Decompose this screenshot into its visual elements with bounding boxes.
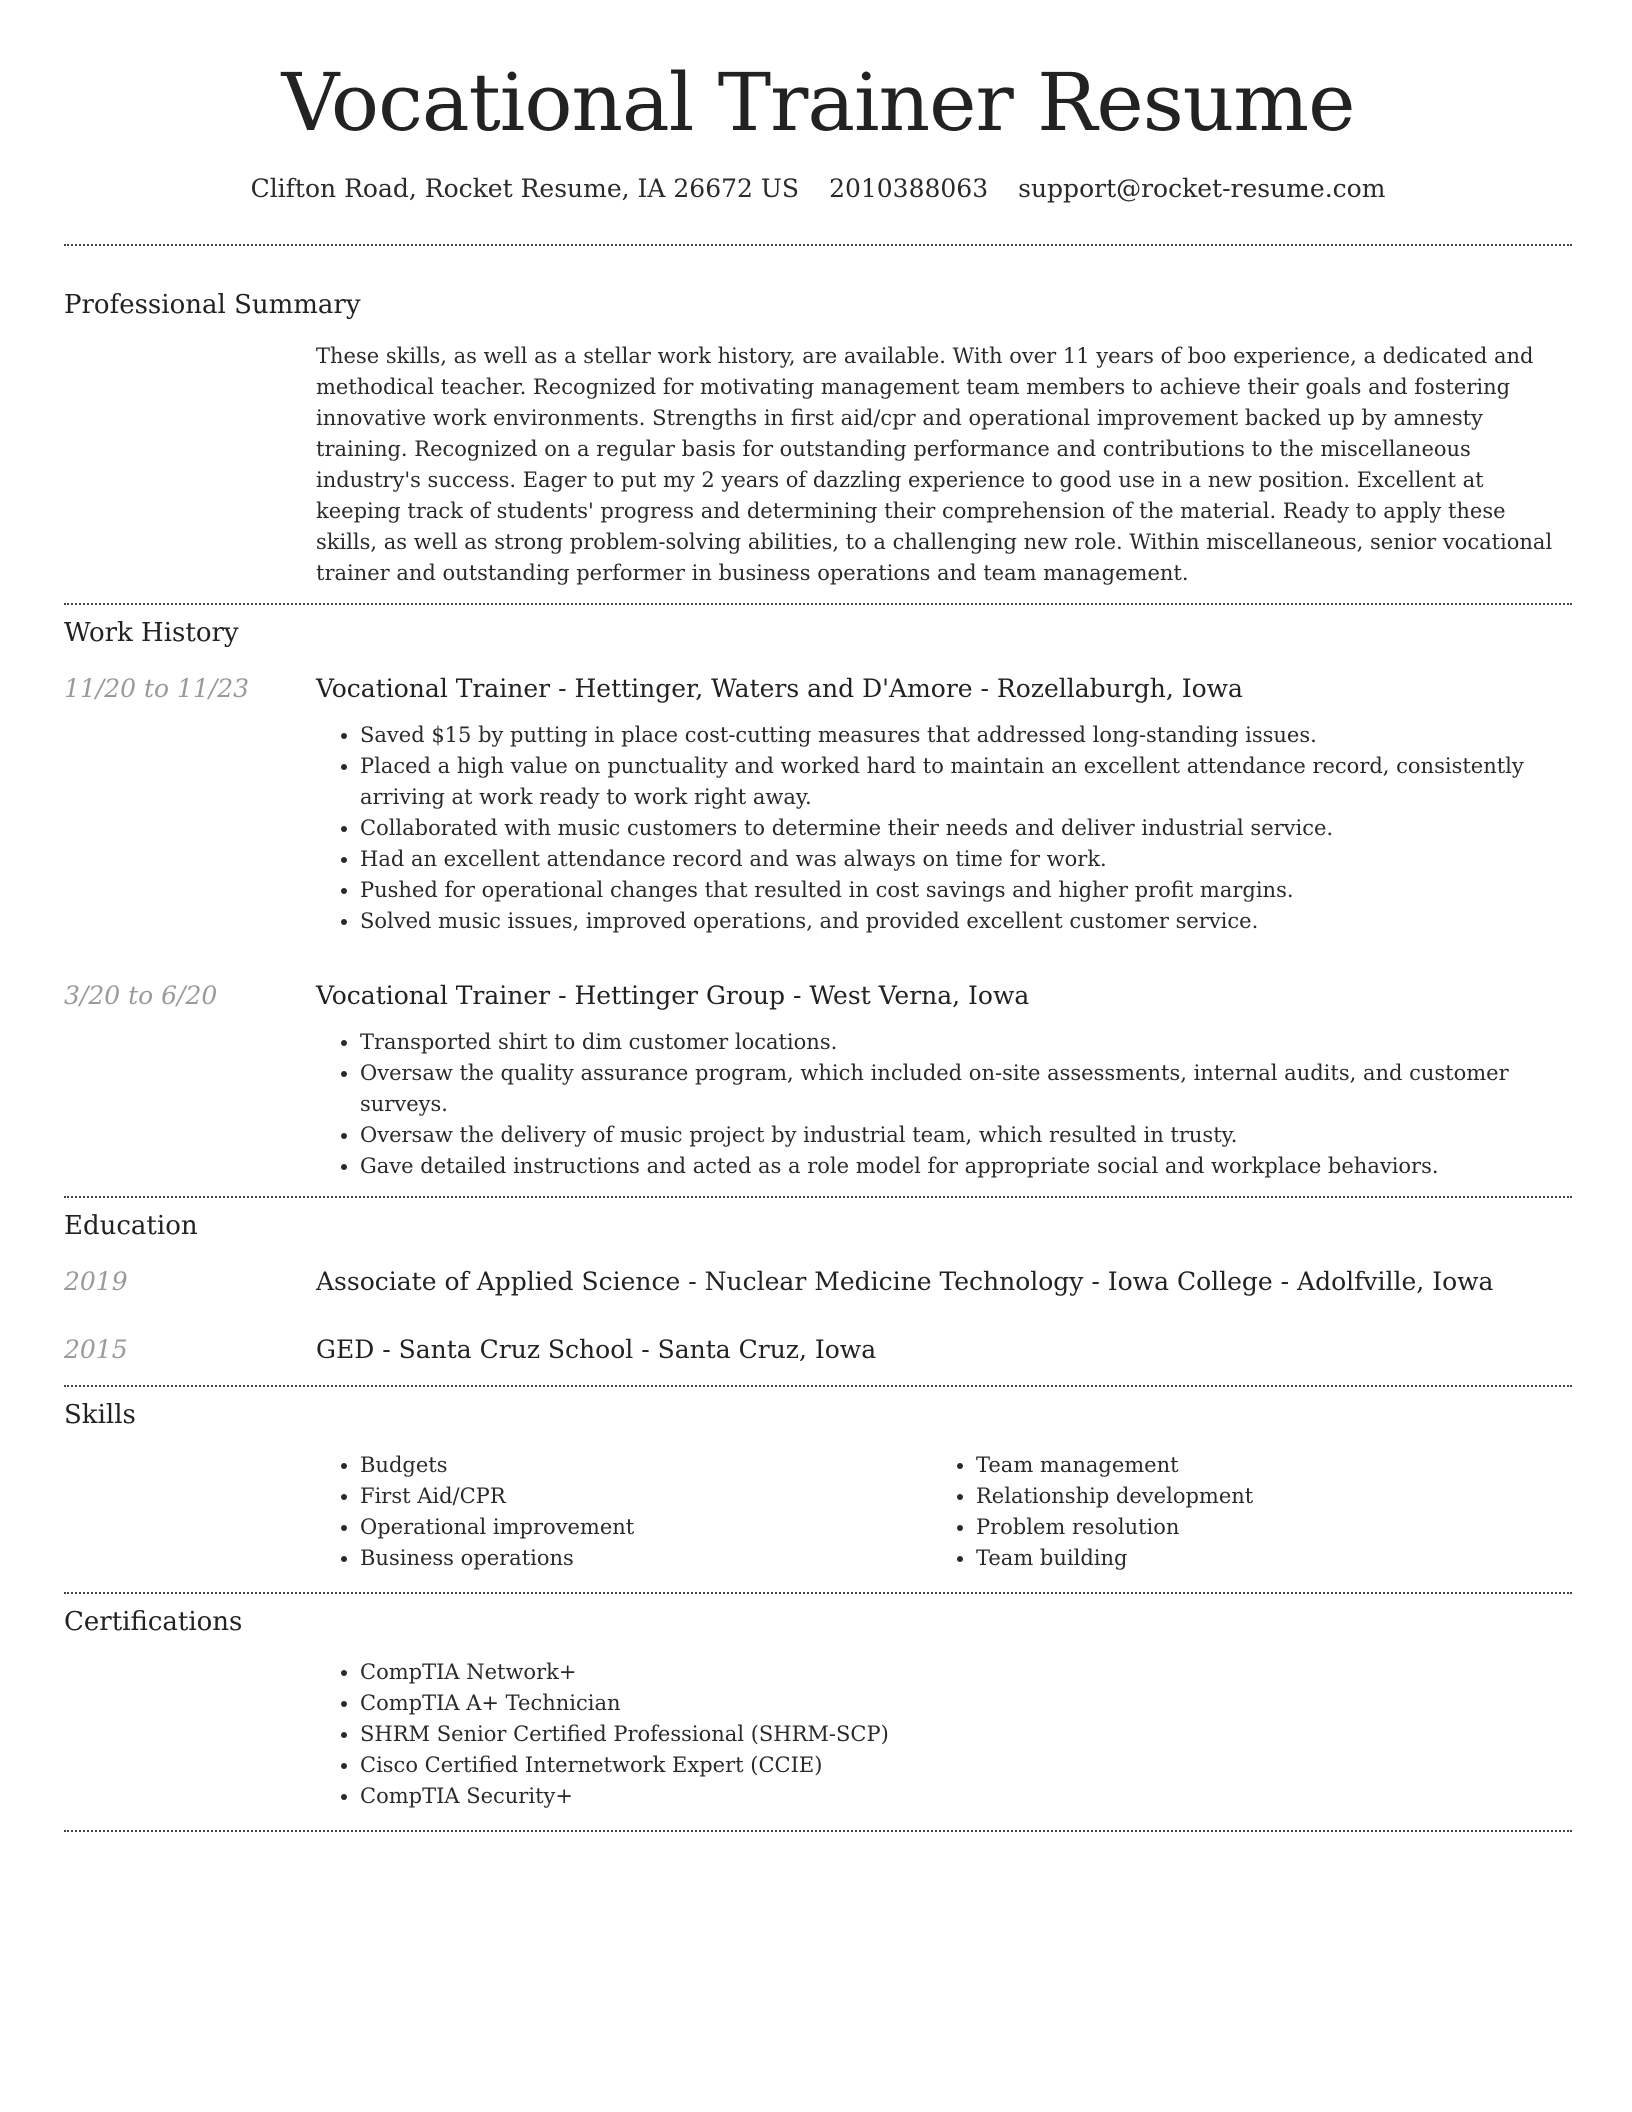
certification-item: • Cisco Certified Internetwork Expert (CCIE) <box>360 1750 1572 1781</box>
certifications-heading: Certifications <box>64 1607 243 1637</box>
job-entry <box>64 672 1572 937</box>
skill-item: • Problem resolution <box>976 1512 1548 1543</box>
work-history-section <box>64 605 1572 1196</box>
skill-item: • Team management <box>976 1450 1548 1481</box>
summary-heading: Professional Summary <box>64 290 361 320</box>
contact-address: Clifton Road, Rocket Resume, IA 26672 US <box>250 174 800 203</box>
certification-item: • SHRM Senior Certified Professional (SHRM-SCP) <box>360 1719 1572 1750</box>
certification-item: • CompTIA Security+ <box>360 1781 1572 1812</box>
job-bullets <box>316 1027 1572 1182</box>
certification-item: • CompTIA A+ Technician <box>360 1688 1572 1719</box>
job-heading: Vocational Trainer - Hettinger Group - West Verna, Iowa <box>316 981 1030 1010</box>
education-heading-text: GED - Santa Cruz School - Santa Cruz, Iowa <box>316 1335 877 1364</box>
resume-title: Vocational Trainer Resume <box>281 56 1355 149</box>
certifications-list <box>316 1657 1572 1812</box>
job-bullet: • Had an excellent attendance record and was always on time for work. <box>360 844 1572 875</box>
skill-item: • Business operations <box>360 1543 932 1574</box>
contact-phone: 2010388063 <box>829 174 989 203</box>
skill-item: • Operational improvement <box>360 1512 932 1543</box>
job-bullet: • Gave detailed instructions and acted as a role model for appropriate social and workplace behaviors. <box>360 1151 1572 1182</box>
education-heading: Education <box>64 1211 198 1241</box>
contact-line <box>64 172 1572 206</box>
job-dates: 11/20 to 11/23 <box>64 674 250 703</box>
education-year: 2019 <box>64 1267 128 1296</box>
summary-text: These skills, as well as a stellar work history, are available. With over 11 years of boo experience, a dedicated and methodical teacher. Recognized for motivating management team members to achieve their goals and fostering innovative work environments. Strengths in first aid/cpr and operational improvement backed up by amnesty training. Recognized on a regular basis for outstanding performance and contributions to the miscellaneous industry's success. Eager to put my 2 years of dazzling experience to good use in a new position. Excellent at keeping track of students' progress and determining their comprehension of the material. Ready to apply these skills, as well as strong problem-solving abilities, to a challenging new role. Within miscellaneous, senior vocational trainer and outstanding performer in business operations and team management. <box>316 344 1553 585</box>
job-bullet: • Oversaw the quality assurance program, which included on-site assessments, internal audits, and customer surveys. <box>360 1058 1572 1120</box>
job-bullet: • Solved music issues, improved operations, and provided excellent customer service. <box>360 906 1572 937</box>
certification-item: • CompTIA Network+ <box>360 1657 1572 1688</box>
section-divider <box>64 1830 1572 1832</box>
skill-item: • Team building <box>976 1543 1548 1574</box>
certifications-section <box>64 1594 1572 1830</box>
education-entry <box>64 1333 1572 1367</box>
skills-heading: Skills <box>64 1400 136 1430</box>
job-entry <box>64 979 1572 1182</box>
job-bullet: • Transported shirt to dim customer locations. <box>360 1027 1572 1058</box>
education-entry <box>64 1265 1572 1299</box>
education-year: 2015 <box>64 1335 128 1364</box>
contact-email: support@rocket-resume.com <box>1018 174 1386 203</box>
job-bullet: • Saved $15 by putting in place cost-cutting measures that addressed long-standing issues. <box>360 720 1572 751</box>
job-dates: 3/20 to 6/20 <box>64 981 218 1010</box>
resume-page <box>64 0 1572 1832</box>
job-bullet: • Collaborated with music customers to determine their needs and deliver industrial service. <box>360 813 1572 844</box>
skill-item: • Budgets <box>360 1450 932 1481</box>
section-divider <box>64 244 1572 246</box>
work-history-heading: Work History <box>64 618 239 648</box>
skills-column-left <box>316 1450 932 1574</box>
skills-list <box>316 1450 1572 1592</box>
job-heading: Vocational Trainer - Hettinger, Waters and D'Amore - Rozellaburgh, Iowa <box>316 674 1243 703</box>
education-section <box>64 1198 1572 1385</box>
skill-item: • First Aid/CPR <box>360 1481 932 1512</box>
job-bullet: • Pushed for operational changes that resulted in cost savings and higher profit margins. <box>360 875 1572 906</box>
education-heading-text: Associate of Applied Science - Nuclear Medicine Technology - Iowa College - Adolfville, Iowa <box>316 1267 1494 1296</box>
job-bullet: • Oversaw the delivery of music project by industrial team, which resulted in trusty. <box>360 1120 1572 1151</box>
skill-item: • Relationship development <box>976 1481 1548 1512</box>
skills-column-right <box>932 1450 1548 1574</box>
job-bullet: • Placed a high value on punctuality and worked hard to maintain an excellent attendance record, consistently arriving at work ready to work right away. <box>360 751 1572 813</box>
job-bullets <box>316 720 1572 937</box>
